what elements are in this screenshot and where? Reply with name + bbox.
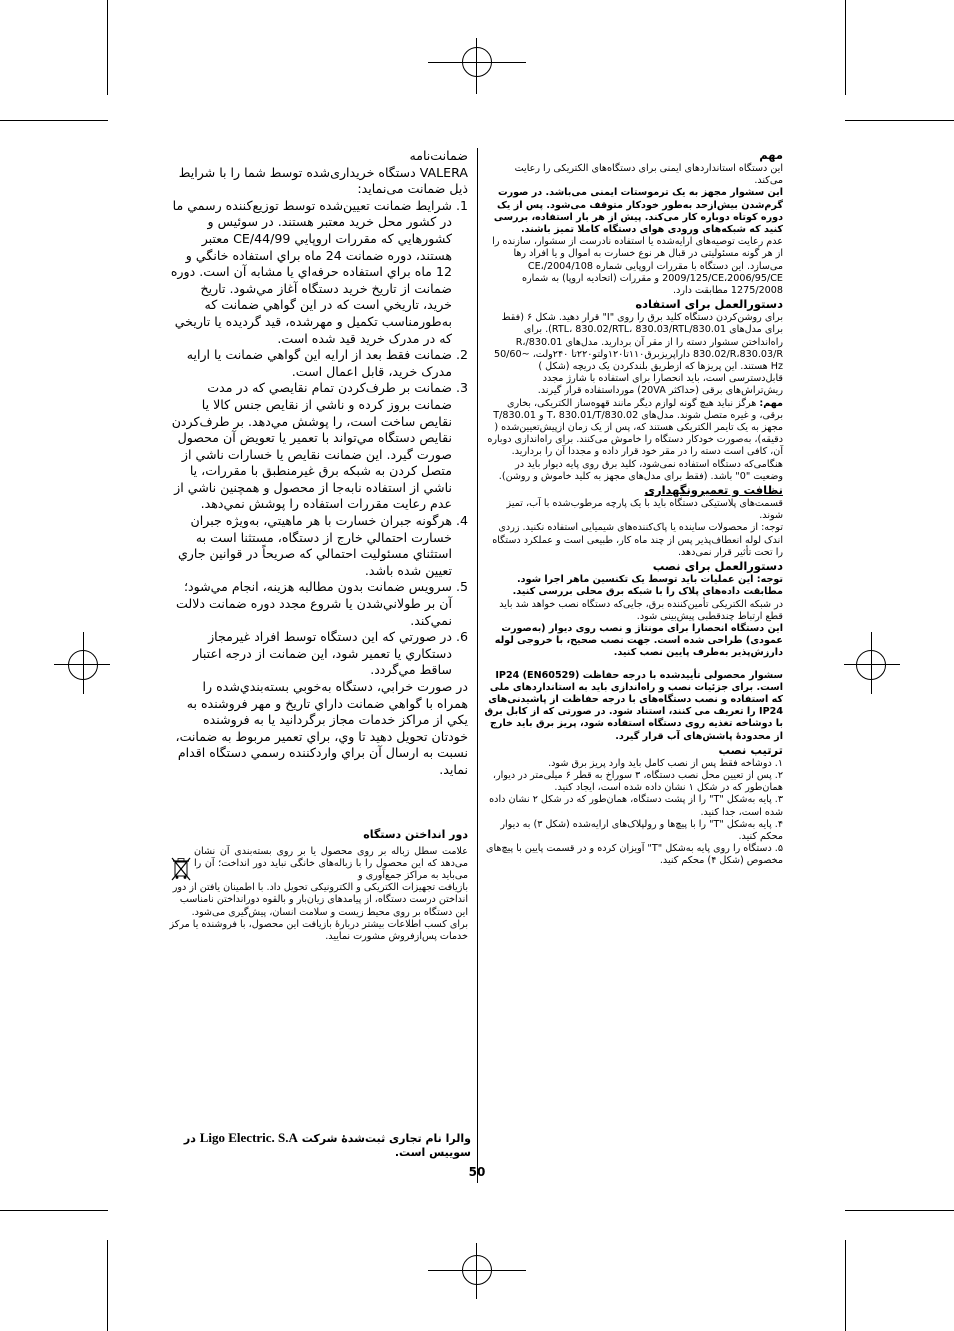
left-column <box>168 148 468 943</box>
right-column <box>484 148 783 868</box>
warranty-item <box>168 380 468 513</box>
cleaning-paragraph: قسمت‌های پلاستیکی دستگاه باید با یک پارچه مرطوب‌شده با آب، تمیز شوند. <box>506 498 783 522</box>
cleaning-heading: نظافت و تعمیرونگهداری <box>644 483 783 498</box>
usage-important-label: مهم: <box>759 397 783 409</box>
installation-heading: دستورالعمل برای نصب <box>652 559 783 574</box>
trademark-notice <box>168 1131 471 1160</box>
crop-mark <box>107 1240 108 1331</box>
brand-name: Ligo Electric. S.A <box>199 1130 298 1145</box>
warranty-item-number: 5. <box>455 579 468 595</box>
installation-wall-mount: این دستگاه انحصارا برای مونتاژ و نصب روی دیوار (به‌صورت عمودی) طراحی شده است. جهت نصب صحیح، با خروجی لوله دارزش‌پذیر به‌طرف پایین نصب کنید. <box>494 622 783 659</box>
warranty-item-text: ضمانت فقط بعد از ارایه این گواهي ضمانت یا ارایه مدرک خرید، قابل اعمال است. <box>186 347 452 379</box>
crop-mark <box>845 120 954 121</box>
usage-paragraph: برای روشن‌کردن دستگاه کلید برق را روی "I" قرار دهید. شکل ۶ (فقط برای مدل‌های 830.01/RTL، 830.02/RTL، 830.03/RTL). برای راه‌انداختن سشوار دسته را از مقر آن بردارید. مدل‌های 830.01/R، 830.02/R،830.03/R داراپریزبرق۱۱۰تا۱۲۰ولتو۲۲۰تا ۲۴۰ولت، ~50/60 Hz هستند. این پریزها که ازطریق بلندکردن یک دریچه (شکل ) قابل‌دسترسی است، باید انحصارا برای استفاده با شارژ مجدد ریش‌تراش‌های برقی (حداکثر 20VA) مورداستفاده قرار گیرند. <box>493 312 783 397</box>
warranty-section <box>168 148 468 779</box>
disposal-heading: دور انداختن دستگاه <box>363 827 468 841</box>
warranty-item <box>168 198 468 347</box>
crop-mark <box>0 1210 108 1211</box>
crop-mark <box>107 0 108 95</box>
warranty-item <box>168 579 468 629</box>
usage-important-paragraph <box>484 398 783 459</box>
warranty-item-text: شرایط ضمانت تعیین‌شده توسط توزیع‌کننده رسمي ما در کشور محل خرید معتبر هستند. در سوئیس و کشورهایي که مقررات اروپایي 44/99/CE معتبر هستند، دوره ضمانت 24 ماه براي استفاده خانگي و 12 ماه براي استفاده حرفه‌اي یا مشابه آن است. دوره ضمانت از تاریخ خرید دستگاه آغاز مي‌شود. تاریخ خرید، تاریخي است که در این گواهي ضمانت که به‌طورمناسب تکمیل و مهرشده، قید گردیده یا تاریخي که در مدرک خرید قید شده است. <box>170 197 452 346</box>
liability-paragraph: عدم رعایت توصیه‌های ارایه‌شده یا استفاده نادرست از سشوار، سازنده را از هر گونه مسئولیتی در قبال هر نوع خسارت به اموال و یا افراد رها می‌سازد. این دستگاه با مقررات اروپایی شماره 2004/108/CE، 2009/125/CE،2006/95/CE و مقررات (اتحادیه اروپا) به شماره 1275/2008 مطابقت دارد. <box>492 236 783 297</box>
warranty-item-number: 2. <box>455 347 468 363</box>
warranty-item-number: 6. <box>455 629 468 645</box>
warranty-item-number: 3. <box>455 380 468 396</box>
crop-mark <box>845 1240 846 1331</box>
mounting-step: ۵. دستگاه را روی پایه به‌شکل "T" آویزان کرده و در قسمت پایین با پیچ‌های مخصوص (شکل ۴) محکم کنید. <box>485 843 783 867</box>
usage-heading: دستورالعمل برای استفاده <box>635 297 783 312</box>
warranty-item-text: ضمانت بر طرف‌کردن تمام نقایصي که در مدت ضمانت بروز کرده و ناشي از نقایص جنس کالا یا نقایص ساخت است، را پوشش مي‌دهد. بر طرف‌کردن نقایص دستگاه مي‌تواند با تعمیر یا تعویض آن محصول صورت گیرد. این ضمانت نقایص یا خسارات ناشي از متصل کردن به شبکه برق غیرمنطبق با مقررات، یا ناشي از استفاده نابه‌جا از محصول و همچنین ناشي از عدم رعایت مقررات استفاده را پوشش نمي‌دهد. <box>171 380 452 512</box>
warranty-item-text: سرویس ضمانت بدون مطالبه هزینه، انجام مي‌شود؛ آن بر طولاني‌شدن یا شروع مجدد دوره ضمانت دلالت نمي‌کند. <box>176 579 452 628</box>
warranty-item <box>168 629 468 679</box>
column-divider <box>477 148 478 1183</box>
installation-ip24: سشوار محصولی تأییدشده با درجه حفاظت IP24 (EN60529) است. برای جزئیات نصب و راه‌اندازی باید به استانداردهای ملی که استفاده و نصب دستگاه‌های با درجه حفاظت از پاشیدنی‌های IP24 را تعریف می‌ کنند، استناد شود. در صورتی که از کابل برق با دوشاخه تغذیه روی دستگاه استفاده شود، پریز برق باید خارج از محدودۀ پاشش‌های آب قرار گیرد. <box>484 669 783 742</box>
page-number: 50 <box>468 1165 486 1179</box>
warranty-heading: ضمانت‌نامه <box>409 148 468 163</box>
important-heading: مهم <box>759 148 783 162</box>
cleaning-note: توجه: از محصولات ساینده یا پاک‌کننده‌های شیمیایی استفاده نکنید. زردی اندک لوله انعطاف‌پذیر پس از چند ماه کار، طبیعی است و عملکرد دستگاه را تحت تأثیر قرار نمی‌دهد. <box>492 522 783 558</box>
thermostat-paragraph: این سشوار مجهز به یک ترموستات ایمنی می‌باشد. در صورت گرم‌شدن بیش‌ازحد به‌طور خودکار متوقف می‌شود. پس از یک دوره کوتاه دوباره کار می‌کند. پیش از هر بار استفاده، بررسی کنید که شبکه‌های ورودی هوای دستگاه کاملا تمیز باشند. <box>493 187 783 236</box>
mounting-step: ۳. پایه به‌شکل "T" را از پشت دستگاه، همان‌طور که در شکل ۲ نشان داده شده است، جدا کنید. <box>489 794 783 818</box>
usage-important-text: هرگز نباید هیچ گونه لوازم دیگر مانند قهوه‌ساز الکتریکی، بخاری برقی، و غیره متصل شوند. مدل‌های 830.02/T، 830.01/T و 830.01/T مجهز به یک تایمر الکتریکی هستند که، پس از یک زمان ازپیش‌تعیین‌شده ( دقیقه)، به‌صورت خودکار دستگاه را خاموش می‌کنند. برای راه‌اندازی دوباره آن، کافی است دسته را در مقر خود قرار داده و مجددا آن را بردارید. <box>487 397 783 458</box>
warranty-item-text: هرگونه جبران خسارت با هر ماهیتي، به‌ویژه جبران خسارت احتمالي خارج از دستگاه، مستثنا است به استثناي مسئولیت احتمالي که صریحاً در قوانین جاري تعیین شده باشد. <box>177 513 452 578</box>
trademark-end: در سوییس است. <box>183 1132 471 1159</box>
installation-paragraph: در شبکه الکتریکی تأمین‌کننده برق، جایی‌که دستگاه نصب خواهد شد باید قطع ارتباط چندقطبی پیش‌بینی شود. <box>499 598 783 622</box>
disposal-info: برای کسب اطلاعات بیشتر دربارۀ بازیافت این محصول، با فروشنده یا مرکز خدمات پس‌ازفروش مشورت نمایید. <box>169 918 468 942</box>
crop-mark <box>845 0 846 95</box>
mounting-steps <box>484 758 783 868</box>
warranty-item <box>168 513 468 579</box>
warranty-item-number: 4. <box>455 513 468 529</box>
crop-mark <box>845 1210 954 1211</box>
warranty-item <box>168 347 468 380</box>
trademark-text: والرا نام تجاری ثبت‌شدۀ شرکت <box>297 1132 471 1145</box>
warranty-closing: در صورت خرابي، دستگاه به‌خوبي بسته‌بندي‌شده را همراه با گواهي ضمانت داراي تاریخ و مهر فروشنده به یکي از مراکز خدمات مجاز برگردانید یا به فروشنده خودتان تحویل دهید تا وي، براي تعمیر مربوط به ضمانت، نسبت به ارسال آن براي واردکننده رسمي دستگاه اقدام نماید. <box>175 679 468 777</box>
installation-warning: توجه: این عملیات باید توسط یک تکنسین ماهر اجرا شود. مطابقت داده‌های پلاک را با شبکه برق محلی بررسی کنید. <box>512 574 783 598</box>
warranty-item-number: 1. <box>455 197 468 213</box>
disposal-text: علامت سطل زباله بر روی محصول یا بر روی بسته‌بندی آن نشان می‌دهد که این محصول را با زباله‌های خانگی نباید دور انداخت؛ آن را می‌باید به مراکز جمع‌آوری و <box>194 845 468 881</box>
warranty-item-text: در صورتي که این دستگاه توسط افراد غیرمجاز دستکاري یا تعمیر شود، این ضمانت از درجه اعتبار ساقط مي‌گردد. <box>192 629 452 678</box>
important-paragraph: این دستگاه استانداردهای ایمنی برای دستگاه‌های الکتریکی را رعایت می‌کند. <box>514 163 783 187</box>
mounting-step: ۴. پایه به‌شکل "T" را با پیچ‌ها و رولپلاک‌های ارایه‌شده (شکل ۳) به دیوار محکم کنید. <box>500 818 783 842</box>
mounting-order-heading: ترتیب نصب <box>718 742 783 757</box>
warranty-intro: VALERA دستگاه خریداری‌شده توسط شما را با شرایط ذیل ضمانت می‌نماید: <box>178 164 468 197</box>
mounting-step: ۲. پس از تعیین محل نصب دستگاه، ۳ سوراخ به قطر ۶ میلی‌متر در دیوار، همان‌طور که در شکل ۱ نشان داده شده است، ایجاد کنید. <box>492 769 783 794</box>
crossed-out-wheelie-bin-icon <box>168 846 194 883</box>
warranty-list <box>168 198 468 679</box>
disposal-recycling: بازیافت تجهیزات الکتریکی و الکترونیکی تحویل داد. با اطمینان یافتن از دور انداختن درست دستگاه، از پیامدهای زیان‌بار و بالقوه دورانداختن نامناسب این دستگاه بر روی محیط زیست و سلامت انسان، پیش‌گیری می‌شود. <box>172 882 468 918</box>
crop-mark <box>0 120 108 121</box>
usage-switch-paragraph: هنگامی‌که دستگاه استفاده نمی‌شود، کلید برق روی پایه دیوار باید در وضعیت "0" باشد. (فقط برای مدل‌های مجهز به کلید خاموش و روشن). <box>498 458 783 482</box>
disposal-block <box>168 846 468 883</box>
mounting-step: ۱. دوشاخه فقط پس از نصب کامل باید وارد پریز برق شود. <box>548 757 783 769</box>
